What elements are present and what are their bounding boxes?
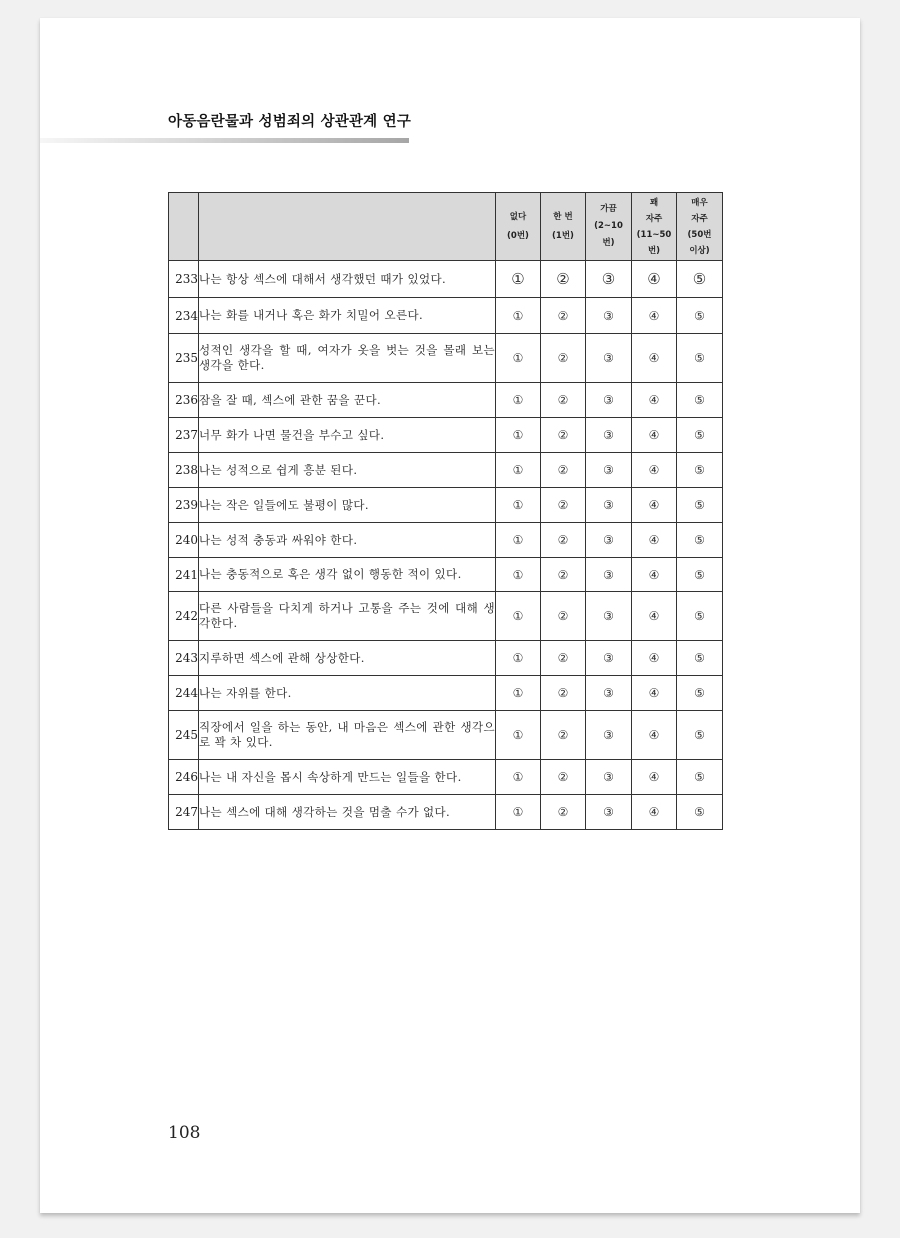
item-statement: 나는 성적으로 쉽게 흥분 된다.: [199, 453, 496, 488]
response-option-3: ③: [586, 676, 632, 711]
response-option-5: ⑤: [677, 418, 723, 453]
response-option-5: ⑤: [677, 641, 723, 676]
item-statement: 나는 작은 일들에도 불평이 많다.: [199, 488, 496, 523]
header-option-2: [541, 193, 586, 261]
response-option-3: ③: [586, 383, 632, 418]
response-option-1: ①: [496, 711, 541, 760]
item-statement: 나는 내 자신을 몹시 속상하게 만드는 일들을 한다.: [199, 760, 496, 795]
response-option-4: ④: [632, 298, 677, 334]
response-option-1: ①: [496, 795, 541, 830]
response-option-1: ①: [496, 418, 541, 453]
response-option-1: ①: [496, 676, 541, 711]
table-row: [169, 523, 723, 558]
table-row: [169, 760, 723, 795]
response-option-5: ⑤: [677, 488, 723, 523]
response-option-2: ②: [541, 298, 586, 334]
header-option-label: (2~10: [594, 221, 623, 231]
header-option-label: 자주: [645, 213, 663, 224]
response-option-3: ③: [586, 418, 632, 453]
response-option-4: ④: [632, 261, 677, 298]
response-option-2: ②: [541, 760, 586, 795]
item-number: 239: [169, 488, 199, 523]
table-row: [169, 711, 723, 760]
table-row: [169, 795, 723, 830]
header-option-3: [586, 193, 632, 261]
response-option-4: ④: [632, 676, 677, 711]
response-option-3: ③: [586, 523, 632, 558]
response-option-5: ⑤: [677, 676, 723, 711]
response-option-4: ④: [632, 760, 677, 795]
item-number: 240: [169, 523, 199, 558]
response-option-5: ⑤: [677, 261, 723, 298]
response-option-1: ①: [496, 558, 541, 592]
response-option-4: ④: [632, 523, 677, 558]
response-option-4: ④: [632, 641, 677, 676]
item-number: 234: [169, 298, 199, 334]
table-row: [169, 383, 723, 418]
response-option-3: ③: [586, 261, 632, 298]
response-option-4: ④: [632, 383, 677, 418]
response-option-2: ②: [541, 711, 586, 760]
header-option-label: 없다: [509, 211, 527, 222]
response-option-3: ③: [586, 592, 632, 641]
table-header-row: [169, 193, 723, 261]
table-row: [169, 592, 723, 641]
header-statement-cell: [199, 193, 496, 261]
response-option-5: ⑤: [677, 795, 723, 830]
item-number: 247: [169, 795, 199, 830]
response-option-3: ③: [586, 760, 632, 795]
response-option-2: ②: [541, 453, 586, 488]
table-row: [169, 488, 723, 523]
item-number: 243: [169, 641, 199, 676]
item-number: 237: [169, 418, 199, 453]
response-option-4: ④: [632, 418, 677, 453]
response-option-5: ⑤: [677, 383, 723, 418]
response-option-4: ④: [632, 453, 677, 488]
table-row: [169, 418, 723, 453]
response-option-5: ⑤: [677, 558, 723, 592]
response-option-2: ②: [541, 592, 586, 641]
table-row: [169, 298, 723, 334]
title-rule: [40, 138, 409, 143]
response-option-1: ①: [496, 383, 541, 418]
item-statement: 나는 섹스에 대해 생각하는 것을 멈출 수가 없다.: [199, 795, 496, 830]
header-option-label: (1번): [552, 230, 574, 241]
response-option-2: ②: [541, 641, 586, 676]
header-option-label: 번): [602, 238, 615, 248]
response-option-1: ①: [496, 298, 541, 334]
response-option-3: ③: [586, 488, 632, 523]
response-option-1: ①: [496, 760, 541, 795]
response-option-4: ④: [632, 795, 677, 830]
response-option-1: ①: [496, 641, 541, 676]
response-option-1: ①: [496, 592, 541, 641]
response-option-2: ②: [541, 261, 586, 298]
response-option-4: ④: [632, 558, 677, 592]
response-option-5: ⑤: [677, 334, 723, 383]
item-statement: 직장에서 일을 하는 동안, 내 마음은 섹스에 관한 생각으로 꽉 차 있다.: [199, 711, 496, 760]
item-number: 246: [169, 760, 199, 795]
response-option-3: ③: [586, 641, 632, 676]
running-title: 아동음란물과 성범죄의 상관관계 연구: [168, 114, 412, 130]
header-option-label: (0번): [507, 230, 529, 241]
response-option-1: ①: [496, 523, 541, 558]
header-option-1: [496, 193, 541, 261]
response-option-1: ①: [496, 261, 541, 298]
item-statement: 나는 자위를 한다.: [199, 676, 496, 711]
response-option-5: ⑤: [677, 453, 723, 488]
item-number: 244: [169, 676, 199, 711]
item-statement: 나는 성적 충동과 싸워야 한다.: [199, 523, 496, 558]
header-option-label: 가끔: [600, 204, 617, 214]
table-row: [169, 558, 723, 592]
table-row: [169, 453, 723, 488]
header-option-label: 번): [647, 245, 661, 256]
item-statement: 나는 화를 내거나 혹은 화가 치밀어 오른다.: [199, 298, 496, 334]
table-row: [169, 641, 723, 676]
header-option-label: 꽤: [649, 197, 659, 208]
header-option-5: [677, 193, 723, 261]
survey-table: [168, 192, 723, 830]
table-row: [169, 676, 723, 711]
header-option-label: (11~50: [636, 229, 672, 240]
item-statement: 성적인 생각을 할 때, 여자가 옷을 벗는 것을 몰래 보는 생각을 한다.: [199, 334, 496, 383]
header-option-label: (50번: [687, 229, 712, 240]
response-option-5: ⑤: [677, 711, 723, 760]
item-statement: 나는 항상 섹스에 대해서 생각했던 때가 있었다.: [199, 261, 496, 298]
header-option-label: 이상): [689, 245, 710, 256]
item-statement: 잠을 잘 때, 섹스에 관한 꿈을 꾼다.: [199, 383, 496, 418]
item-statement: 너무 화가 나면 물건을 부수고 싶다.: [199, 418, 496, 453]
response-option-3: ③: [586, 711, 632, 760]
item-number: 238: [169, 453, 199, 488]
response-option-5: ⑤: [677, 592, 723, 641]
item-statement: 다른 사람들을 다치게 하거나 고통을 주는 것에 대해 생각한다.: [199, 592, 496, 641]
item-number: 235: [169, 334, 199, 383]
item-statement: 나는 충동적으로 혹은 생각 없이 행동한 적이 있다.: [199, 558, 496, 592]
response-option-5: ⑤: [677, 760, 723, 795]
item-number: 233: [169, 261, 199, 298]
response-option-1: ①: [496, 488, 541, 523]
response-option-2: ②: [541, 334, 586, 383]
response-option-5: ⑤: [677, 523, 723, 558]
response-option-2: ②: [541, 383, 586, 418]
response-option-2: ②: [541, 418, 586, 453]
document-page: [40, 18, 860, 1213]
response-option-2: ②: [541, 488, 586, 523]
table-row: [169, 261, 723, 298]
response-option-4: ④: [632, 488, 677, 523]
item-number: 236: [169, 383, 199, 418]
response-option-1: ①: [496, 334, 541, 383]
response-option-1: ①: [496, 453, 541, 488]
response-option-3: ③: [586, 334, 632, 383]
header-num-cell: [169, 193, 199, 261]
response-option-2: ②: [541, 795, 586, 830]
header-option-label: 자주: [691, 213, 708, 224]
item-number: 241: [169, 558, 199, 592]
header-option-label: 한 번: [553, 211, 573, 222]
response-option-3: ③: [586, 795, 632, 830]
response-option-3: ③: [586, 558, 632, 592]
item-number: 245: [169, 711, 199, 760]
response-option-2: ②: [541, 523, 586, 558]
page-number: 108: [168, 1123, 201, 1143]
response-option-2: ②: [541, 558, 586, 592]
response-option-3: ③: [586, 298, 632, 334]
item-number: 242: [169, 592, 199, 641]
response-option-5: ⑤: [677, 298, 723, 334]
header-option-4: [632, 193, 677, 261]
table-row: [169, 334, 723, 383]
response-option-4: ④: [632, 592, 677, 641]
response-option-3: ③: [586, 453, 632, 488]
response-option-4: ④: [632, 334, 677, 383]
response-option-2: ②: [541, 676, 586, 711]
header-option-label: 매우: [691, 197, 708, 208]
response-option-4: ④: [632, 711, 677, 760]
item-statement: 지루하면 섹스에 관해 상상한다.: [199, 641, 496, 676]
